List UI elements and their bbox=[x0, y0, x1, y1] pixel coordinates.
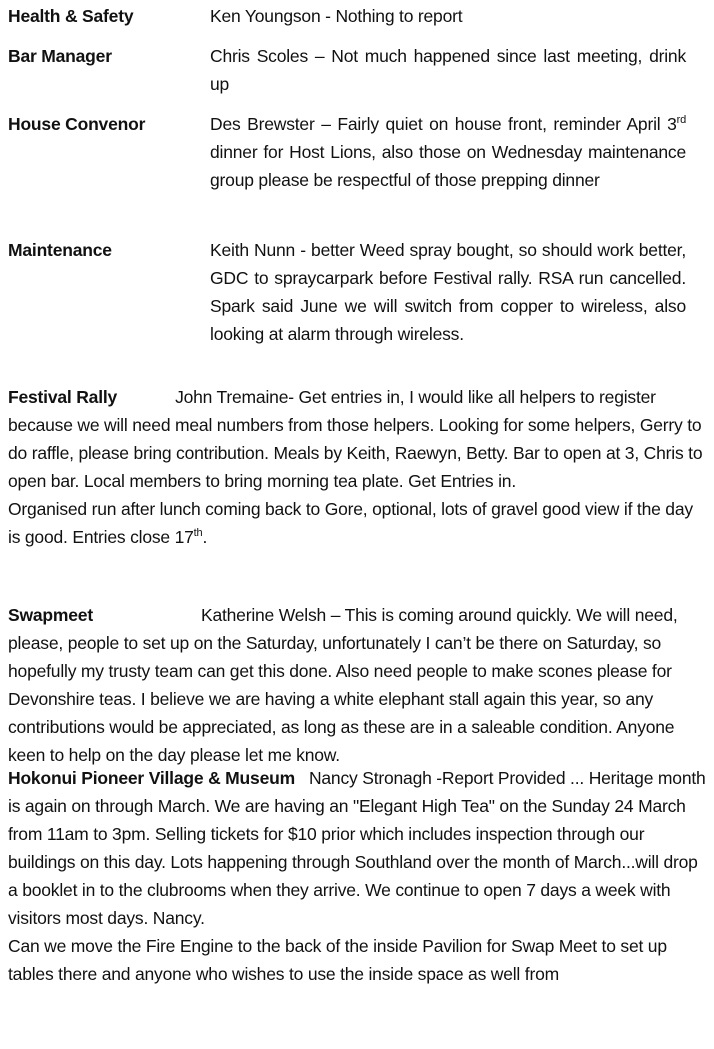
officer-label: Bar Manager bbox=[8, 46, 112, 66]
officer-label: Health & Safety bbox=[8, 6, 134, 26]
museum-section bbox=[8, 764, 706, 988]
section-text: Organised run after lunch coming back to Gore, optional, lots of gravel good view if the day is good. Entries close 17 bbox=[8, 499, 693, 547]
section-text: John Tremaine- Get entries in, I would like all helpers to register because we will need meal numbers from those helpers. Looking for some helpers, Gerry to do raffle, please bring contribution. Meals by Keith, Raewyn, Betty. Bar to open at 3, Chris to open bar. Local members to bring morning tea plate. Get Entries in. bbox=[8, 387, 703, 491]
officer-report-text: Ken Youngson - Nothing to report bbox=[210, 6, 463, 26]
officer-report-text: Des Brewster – Fairly quiet on house front, reminder April 3rd dinner for Host Lions, also those on Wednesday maintenance group please be respectful of those prepping dinner bbox=[210, 114, 686, 190]
officer-label: House Convenor bbox=[8, 114, 146, 134]
section-text: Nancy Stronagh -Report Provided ... Heritage month is again on through March. We are having an "Elegant High Tea" on the Sunday 24 March from 11am to 3pm. Selling tickets for $10 prior which includes inspection through our buildings on this day. Lots happening through Southland over the month of March...will drop a booklet in to the clubrooms when they arrive. We continue to open 7 days a week with visitors most days. Nancy. bbox=[8, 768, 706, 928]
section-label: Hokonui Pioneer Village & Museum bbox=[8, 768, 295, 788]
swapmeet-section bbox=[8, 601, 706, 769]
festival-rally-section: Festival Rally John Tremaine- Get entries in, I would like all helpers to register because we will need meal numbers from those helpers. Looking for some helpers, Gerry to do raffle, please bring contribution. Meals by Keith, Raewyn, Betty. Bar to open at 3, Chris to open bar. Local members to bring morning tea plate. Get Entries in. Organised run after lunch coming back to Gore, optional, lots of gravel good view if the day is good. Entries close 17th. bbox=[8, 387, 703, 547]
section-label: Swapmeet bbox=[8, 605, 93, 625]
section-label: Festival Rally bbox=[8, 387, 118, 407]
section-text: Katherine Welsh – This is coming around quickly. We will need, please, people to set up on the Saturday, unfortunately I can’t be there on Saturday, so hopefully my trusty team can get this done. Also need people to make scones please for Devonshire teas. I believe we are having a white elephant stall again this year, so any contributions would be appreciated, as long as these are in a saleable condition. Anyone keen to help on the day please let me know. bbox=[8, 605, 678, 765]
officer-label: Maintenance bbox=[8, 240, 112, 260]
section-text: Can we move the Fire Engine to the back of the inside Pavilion for Swap Meet to set up tables there and anyone who wishes to use the inside space as well from bbox=[8, 936, 667, 984]
officer-report-text: Keith Nunn - better Weed spray bought, so should work better, GDC to spraycarpark before Festival rally. RSA run cancelled. Spark said June we will switch from copper to wireless, also looking at alarm through wireless. bbox=[210, 240, 686, 344]
officer-report-text: Chris Scoles – Not much happened since last meeting, drink up bbox=[210, 46, 686, 94]
